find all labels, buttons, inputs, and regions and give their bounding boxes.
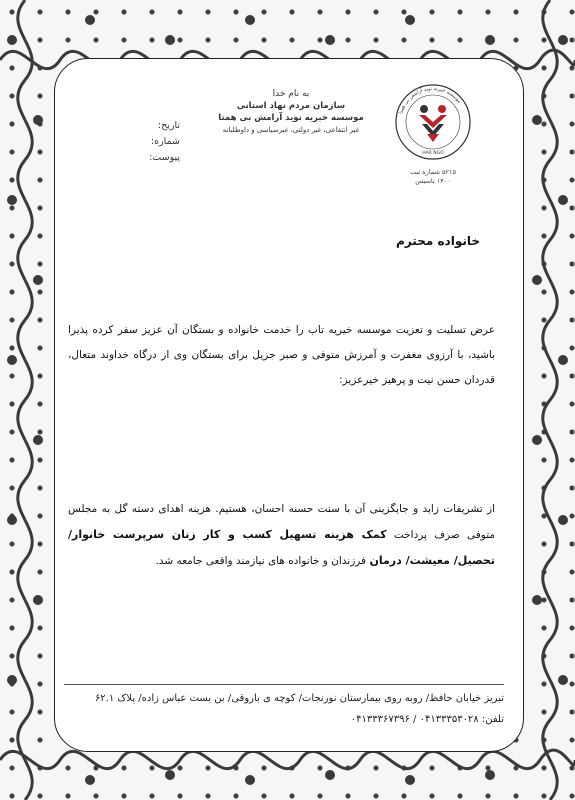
letter-footer <box>64 688 504 730</box>
founding-year: ۱۴۰۰ تاسیس <box>415 177 451 185</box>
letterhead <box>206 88 376 136</box>
basmala: به نام خدا <box>272 89 310 99</box>
logo-caption <box>388 168 478 186</box>
donation-text-end: فرزندان و خانواده های نیازمند واقعی جامعه شد. <box>155 555 367 567</box>
donation-purpose: کمک هزینه تسهیل کسب و کار زنان سرپرست خانوار/ تحصیل/ معیشت/ درمان <box>68 528 495 567</box>
footer-address: تبریز خیابان حافظ/ روبه روی بیمارستان نورنجات/ کوچه ی باروقی/ بن بست عباس زاده/ پلاک ۶۲.۱ <box>94 693 504 704</box>
donation-text-start: از تشریفات زاید و جایگزینی آن با سنت حسنه احسان، هستیم. هزینه اهدای دسته گل به مجلس متوفی صرف پرداخت <box>68 503 495 541</box>
letter-meta <box>120 118 180 166</box>
logo-abbr: HAR NGO <box>422 151 444 156</box>
number-label: شماره: <box>150 136 180 147</box>
org-parent: سازمان مردم نهاد استانی <box>236 101 346 111</box>
attachment-label: پیوست: <box>149 152 180 163</box>
charity-logo <box>393 82 473 162</box>
footer-divider <box>64 684 504 685</box>
org-description: غیر انتفاعی، غیر دولتی، غیرسیاسی و داوطلبانه <box>222 126 360 134</box>
condolence-paragraph: عرض تسلیت و تعزیت موسسه خیریه تاب را خدمت خانواده و بستگان آن عزیز سفر کرده پذیرا باشید، با آرزوی مغفرت و آمرزش متوفی و صبر جزیل برای بستگان وی از درگاه خداوند متعال، قدردان حسن نیت و پرهیز خیرعزیز: <box>68 324 495 386</box>
registration-number: ۵۲۱۵ شماره ثبت <box>410 168 456 176</box>
org-name: موسسه خیریه نوید آرامش بی همتا <box>218 113 364 123</box>
letter-greeting: خانواده محترم <box>396 234 480 248</box>
logo-ring-text: موسسه خیریه نوید آرامش بی همتا <box>398 85 463 115</box>
footer-phones: تلفن: ۰۴۱۳۳۳۵۳۰۲۸ / ۰۴۱۳۳۳۶۷۳۹۶ <box>350 714 504 725</box>
donation-paragraph <box>68 497 495 574</box>
date-label: تاریخ: <box>157 120 180 131</box>
